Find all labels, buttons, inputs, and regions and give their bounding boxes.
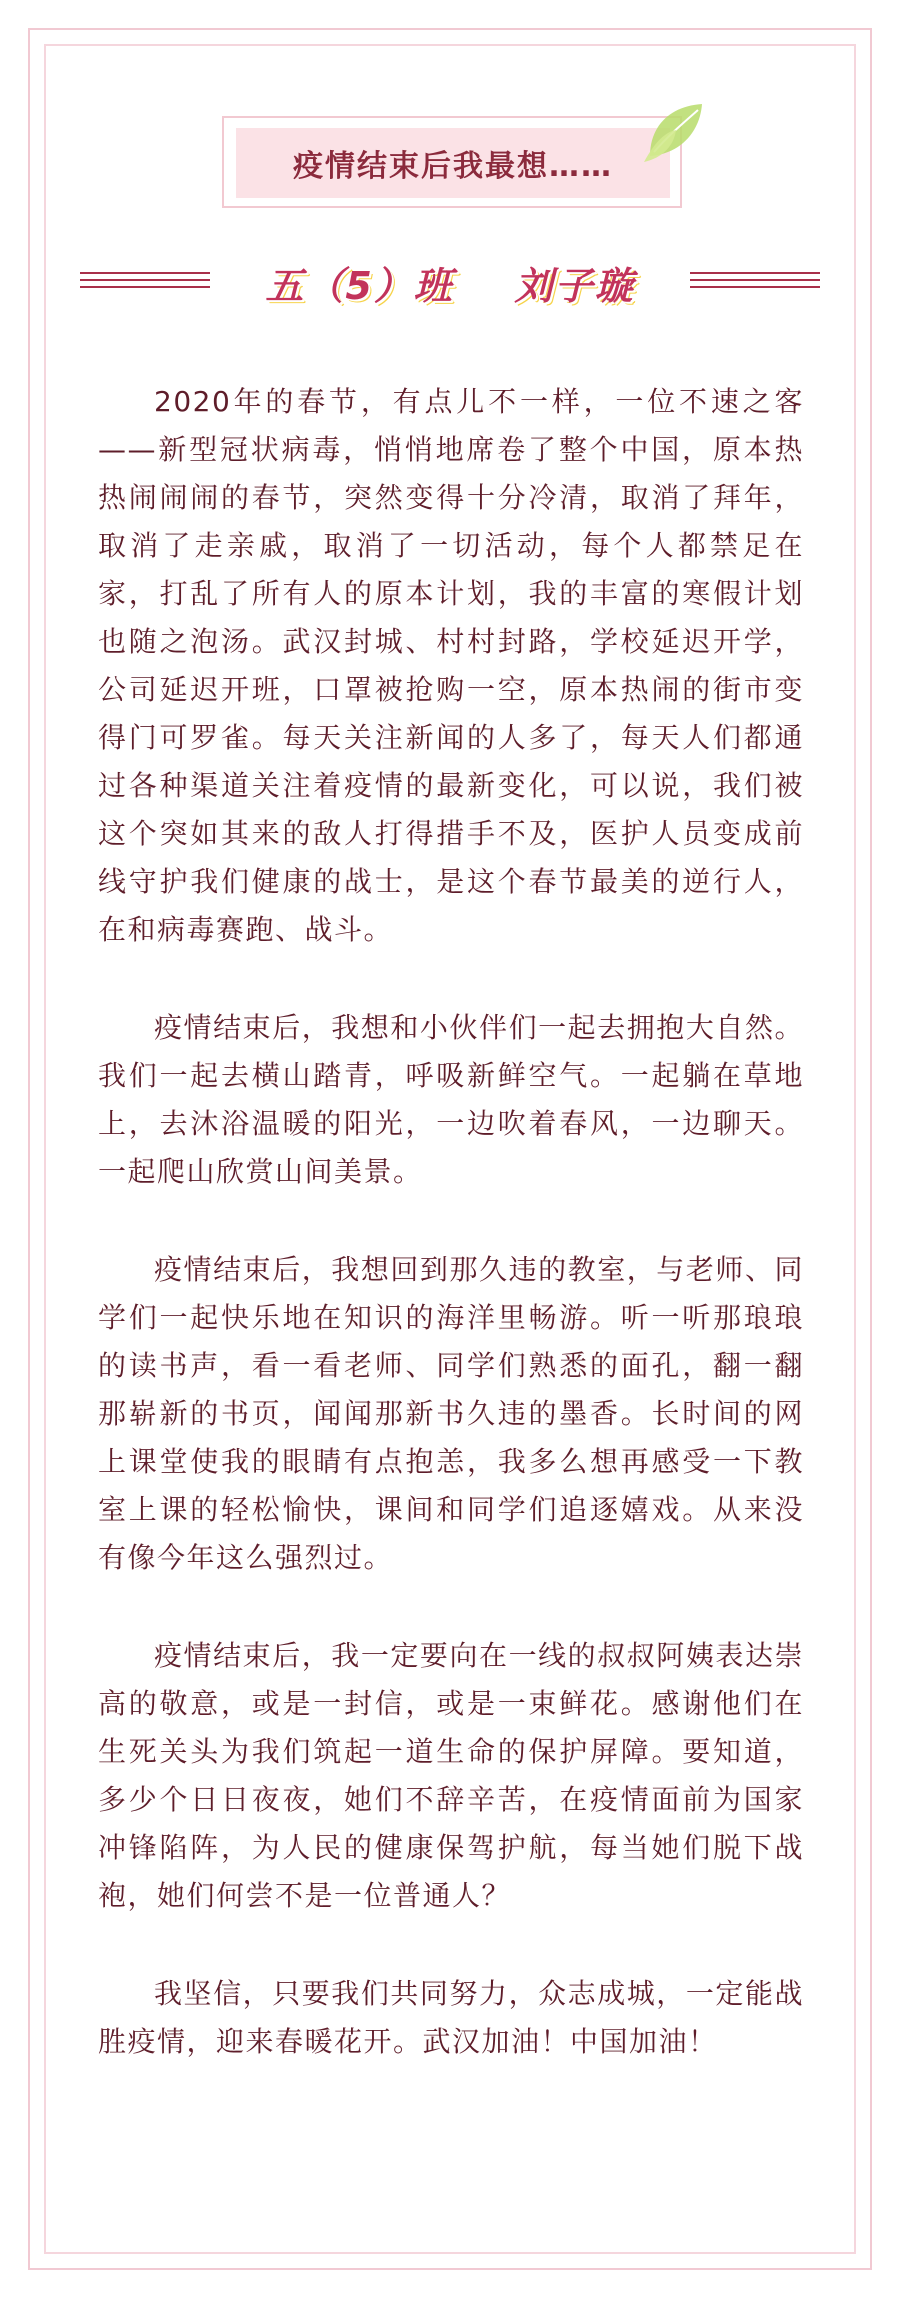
article-body xyxy=(98,378,804,2116)
byline xyxy=(80,252,820,312)
page-title: 疫情结束后我最想…… xyxy=(293,149,613,184)
title-banner xyxy=(236,128,670,198)
paragraph-2: 疫情结束后，我想和小伙伴们一起去拥抱大自然。我们一起去横山踏青，呼吸新鲜空气。一起躺在草地上，去沐浴温暖的阳光，一边吹着春风，一边聊天。一起爬山欣赏山间美景。 xyxy=(98,1011,804,1188)
paragraph-3: 疫情结束后，我想回到那久违的教室，与老师、同学们一起快乐地在知识的海洋里畅游。听一听那琅琅的读书声，看一看老师、同学们熟悉的面孔，翻一翻那崭新的书页，闻闻那新书久违的墨香。长时间的网上课堂使我的眼睛有点抱恙，我多么想再感受一下教室上课的轻松愉快，课间和同学们追逐嬉戏。从来没有像今年这么强烈过。 xyxy=(98,1253,804,1574)
leaf-icon xyxy=(640,96,710,166)
byline-text: 五（5）班 刘子璇 xyxy=(265,263,635,308)
decor-lines-left xyxy=(80,272,210,292)
paragraph-1: 2020年的春节，有点儿不一样，一位不速之客——新型冠状病毒，悄悄地席卷了整个中国，原本热热闹闹闹的春节，突然变得十分冷清，取消了拜年，取消了走亲戚，取消了一切活动，每个人都禁足在家，打乱了所有人的原本计划，我的丰富的寒假计划也随之泡汤。武汉封城、村村封路，学校延迟开学，公司延迟开班，口罩被抢购一空，原本热闹的街市变得门可罗雀。每天关注新闻的人多了，每天人们都通过各种渠道关注着疫情的最新变化，可以说，我们被这个突如其来的敌人打得措手不及，医护人员变成前线守护我们健康的战士，是这个春节最美的逆行人，在和病毒赛跑、战斗。 xyxy=(98,385,804,946)
decor-lines-right xyxy=(690,272,820,292)
paragraph-5: 我坚信，只要我们共同努力，众志成城，一定能战胜疫情，迎来春暖花开。武汉加油！中国加油！ xyxy=(98,1977,804,2058)
paragraph-4: 疫情结束后，我一定要向在一线的叔叔阿姨表达崇高的敬意，或是一封信，或是一束鲜花。感谢他们在生死关头为我们筑起一道生命的保护屏障。要知道，多少个日日夜夜，她们不辞辛苦，在疫情面前为国家冲锋陷阵，为人民的健康保驾护航，每当她们脱下战袍，她们何尝不是一位普通人？ xyxy=(98,1639,804,1912)
